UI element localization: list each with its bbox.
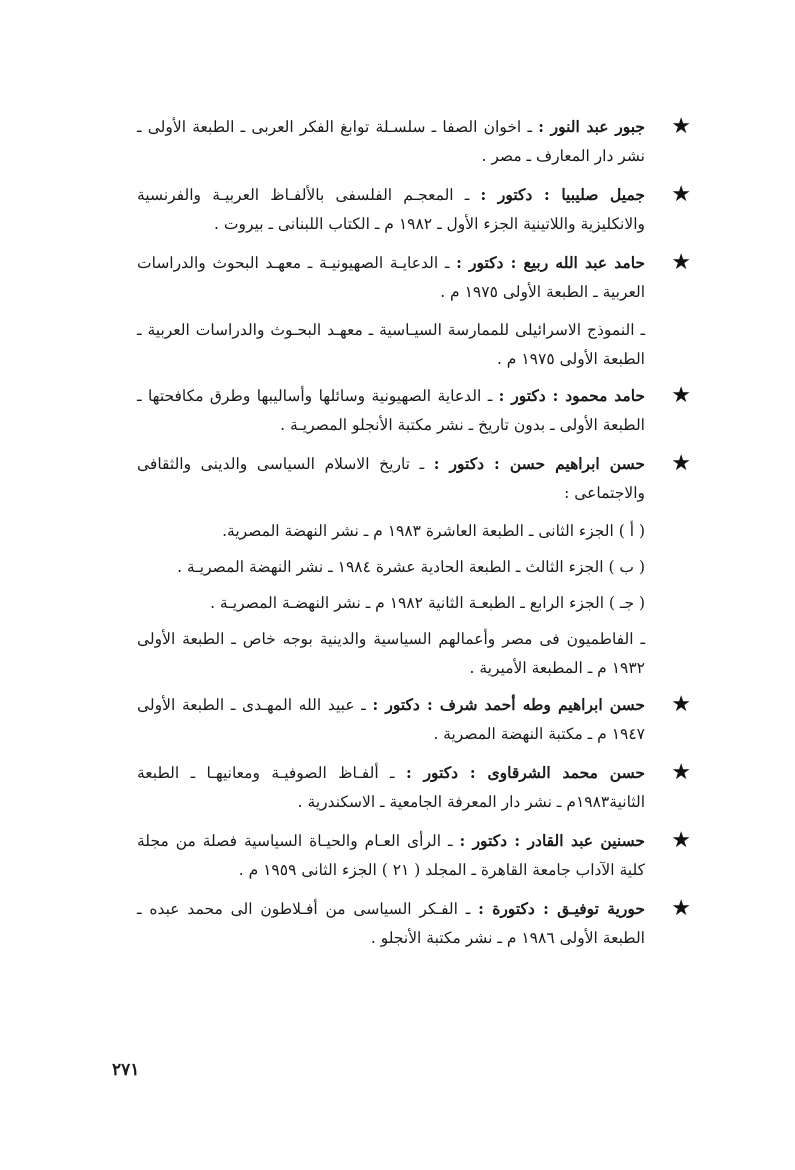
bibliography-entry [137,112,691,171]
entry-text: ـ الفاطميون فى مصر وأعمالهم السياسية والدينية بوجه خاص ـ الطبعة الأولى ١٩٣٢ م ـ المطبعة الأميرية . [137,630,645,677]
star-icon: ★ [671,250,691,275]
bibliography-list [137,112,691,962]
entry-text: ـ الفـكر السياسى من أفـلاطون الى محمد عبده ـ الطبعة الأولى ١٩٨٦ م ـ نشر مكتبة الأنجلو . [137,900,645,947]
entry-author: حسنين عبد القادر : دكتور : [459,831,645,850]
star-icon: ★ [671,182,691,207]
bibliography-entry [137,894,691,953]
entry-text: ( جـ ) الجزء الرابع ـ الطبعـة الثانية ١٩٨٢ م ـ نشر النهضـة المصريـة . [210,594,645,612]
entry-text: ـ المعجـم الفلسفى بالألفـاظ العربيـة والفرنسية والانكليزية واللاتينية الجزء الأول ـ ١٩٨٢ م ـ الكتاب اللبنانى ـ بيروت . [137,186,645,233]
bibliography-entry [137,381,691,440]
bibliography-entry [137,248,691,307]
entry-author: جميل صليبيا : دكتور : [480,185,645,204]
entry-author: حورية توفيـق : دكتورة : [478,899,645,918]
star-icon: ★ [671,451,691,476]
entry-text: ـ ألفـاظ الصوفيـة ومعانيهـا ـ الطبعة الثانية١٩٨٣م ـ نشر دار المعرفة الجامعية ـ الاسكندرية . [137,764,645,811]
star-icon: ★ [671,114,691,139]
entry-text: ـ النموذج الاسرائيلى للممارسة السيـاسية ـ معهـد البحـوث والدراسات العربية ـ الطبعة الأولى ١٩٧٥ م . [137,321,645,368]
bibliography-entry [137,180,691,239]
entry-author: جبور عبد النور : [538,117,645,136]
entry-author: حسن ابراهيم حسن : دكتور : [433,454,646,473]
entry-text: ( ب ) الجزء الثالث ـ الطبعة الحادية عشرة ١٩٨٤ ـ نشر النهضة المصريـة . [177,558,645,576]
entry-author: حسن ابراهيم وطه أحمد شرف : دكتور : [372,695,645,714]
bibliography-entry [137,758,691,817]
entry-author: حامد عبد الله ربيع : دكتور : [456,253,646,272]
entry-text: ـ عبيد الله المهـدى ـ الطبعة الأولى ١٩٤٧ م ـ مكتبة النهضة المصرية . [137,696,645,743]
star-icon: ★ [671,760,691,785]
star-icon: ★ [671,383,691,408]
bibliography-subentry [137,625,645,683]
bibliography-entry [137,690,691,749]
entry-text: ـ اخوان الصفا ـ سلسـلة توابغ الفكر العربى ـ الطبعة الأولى ـ نشر دار المعارف ـ مصر . [137,118,645,165]
entry-text: ـ الدعاية الصهيونية وسائلها وأساليبها وطرق مكافحتها ـ الطبعة الأولى ـ بدون تاريخ ـ نشر مكتبة الأنجلو المصريـة . [137,387,645,434]
entry-author: حسن محمد الشرقاوى : دكتور : [405,763,646,782]
bibliography-subentry [137,316,645,374]
star-icon: ★ [671,896,691,921]
bibliography-entry [137,449,691,508]
star-icon: ★ [671,692,691,717]
bibliography-subentry [137,589,645,618]
entry-text: ـ تاريخ الاسلام السياسى والدينى والثقافى والاجتماعى : [137,455,645,502]
star-icon: ★ [671,828,691,853]
bibliography-subentry [137,553,645,582]
entry-author: حامد محمود : دكتور : [498,386,645,405]
bibliography-entry [137,826,691,885]
page-number: ٢٧١ [112,1060,140,1080]
entry-text: ـ الدعايـة الصهيونيـة ـ معهـد البحوث والدراسات العربية ـ الطبعة الأولى ١٩٧٥ م . [137,254,645,301]
bibliography-subentry [137,517,645,546]
entry-text: ـ الرأى العـام والحيـاة السياسية فصلة من مجلة كلية الآداب جامعة القاهرة ـ المجلد ( ٢١ ) الجزء الثانى ١٩٥٩ م . [137,832,645,879]
entry-text: ( أ ) الجزء الثانى ـ الطبعة العاشرة ١٩٨٣ م ـ نشر النهضة المصرية. [222,522,645,540]
